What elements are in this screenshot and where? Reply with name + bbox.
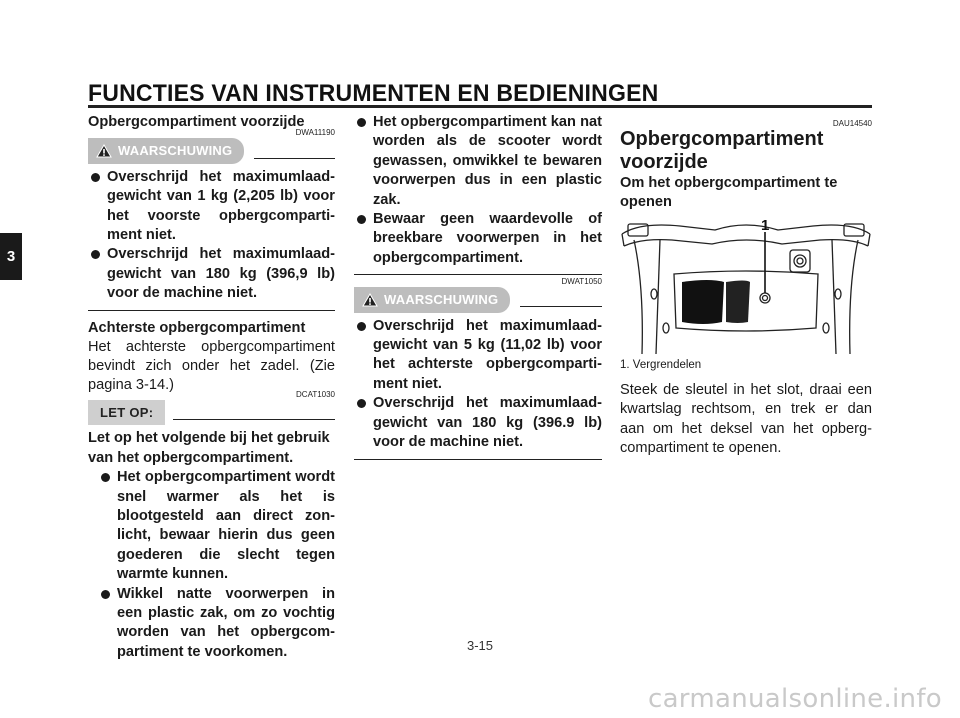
list-item: Wikkel natte voorwerpen in een plastic zak, om zo vochtig worden van het opbergcom-partiment te voorkomen. bbox=[98, 585, 335, 663]
list-item: Overschrijd het maximumlaad-gewicht van 5 kg (11,02 lb) voor het achterste opbergcomparti-ment niet. bbox=[354, 317, 602, 395]
column-2 bbox=[354, 113, 602, 468]
storage-compartment-figure bbox=[620, 216, 872, 354]
section-rule bbox=[354, 459, 602, 460]
section-rule bbox=[88, 310, 335, 311]
note-banner bbox=[88, 400, 335, 425]
section-title: Opbergcompartiment voorzijde bbox=[620, 128, 824, 173]
paragraph: Het achterste opbergcompartiment bevindt zich onder het zadel. (Zie pagina 3-14.) bbox=[88, 338, 335, 394]
warning-list bbox=[88, 168, 335, 304]
list-item: Overschrijd het maximumlaad-gewicht van 180 kg (396.9 lb) voor de machine niet. bbox=[354, 394, 602, 452]
list bbox=[354, 113, 602, 268]
note-rule bbox=[173, 419, 335, 420]
list-item: Overschrijd het maximumlaad-gewicht van 180 kg (396,9 lb) voor de machine niet. bbox=[88, 245, 335, 303]
warning-pill bbox=[354, 287, 510, 312]
doc-code: DAU14540 bbox=[832, 119, 872, 128]
column-3 bbox=[620, 113, 872, 459]
chapter-tab: 3 bbox=[0, 233, 22, 280]
warning-pill bbox=[88, 138, 244, 163]
column-1 bbox=[88, 113, 335, 662]
site-watermark: carmanualsonline.info bbox=[647, 684, 942, 714]
warning-triangle-icon bbox=[96, 144, 112, 158]
warning-label: WAARSCHUWING bbox=[384, 292, 499, 308]
section-heading-rear-storage: Achterste opbergcompartiment bbox=[88, 319, 306, 336]
list-item: Het opbergcompartiment kan nat worden als de scooter wordt gewassen, omwikkel te bewaren voorwerpen dus in een plastic zak. bbox=[354, 113, 602, 210]
warning-triangle-icon bbox=[362, 293, 378, 307]
section-subtitle: Om het opbergcompartiment te openen bbox=[620, 175, 838, 210]
note-list bbox=[88, 468, 335, 662]
page-header-title: FUNCTIES VAN INSTRUMENTEN EN BEDIENINGEN bbox=[88, 80, 659, 107]
warning-label: WAARSCHUWING bbox=[118, 143, 233, 159]
page-number: 3-15 bbox=[466, 638, 494, 653]
doc-code: DWA11190 bbox=[295, 128, 335, 138]
section-rule bbox=[354, 274, 602, 275]
list-item: Overschrijd het maximumlaad-gewicht van 1 kg (2,205 lb) voor het voorste opbergcomparti-ment niet. bbox=[88, 168, 335, 246]
note-text: Let op het volgende bij het gebruik van het opbergcompartiment. bbox=[88, 430, 330, 466]
figure-caption: 1. Vergrendelen bbox=[620, 359, 702, 371]
warning-list bbox=[354, 317, 602, 453]
scooter-front-storage-illustration bbox=[620, 216, 872, 354]
header-rule bbox=[88, 105, 872, 108]
section-heading-front-storage: Opbergcompartiment voorzijde bbox=[88, 114, 305, 130]
list-item: Het opbergcompartiment wordt snel warmer als het is blootgesteld aan direct zon-licht, bewaar hierin dus geen goederen die slecht tegen warmte kunnen. bbox=[98, 468, 335, 584]
warning-banner bbox=[354, 287, 602, 312]
note-label: LET OP: bbox=[88, 400, 165, 425]
callout-number: 1 bbox=[761, 217, 770, 234]
warning-rule bbox=[254, 158, 335, 159]
list-item: Bewaar geen waardevolle of breekbare voorwerpen in het opbergcompartiment. bbox=[354, 210, 602, 268]
paragraph: Steek de sleutel in het slot, draai een kwartslag rechtsom, en trek er dan aan om het deksel van het opberg-compartiment te openen. bbox=[620, 382, 872, 457]
doc-code: DCAT1030 bbox=[296, 389, 335, 399]
warning-rule bbox=[520, 306, 602, 307]
warning-banner bbox=[88, 138, 335, 163]
doc-code: DWAT1050 bbox=[561, 277, 602, 287]
